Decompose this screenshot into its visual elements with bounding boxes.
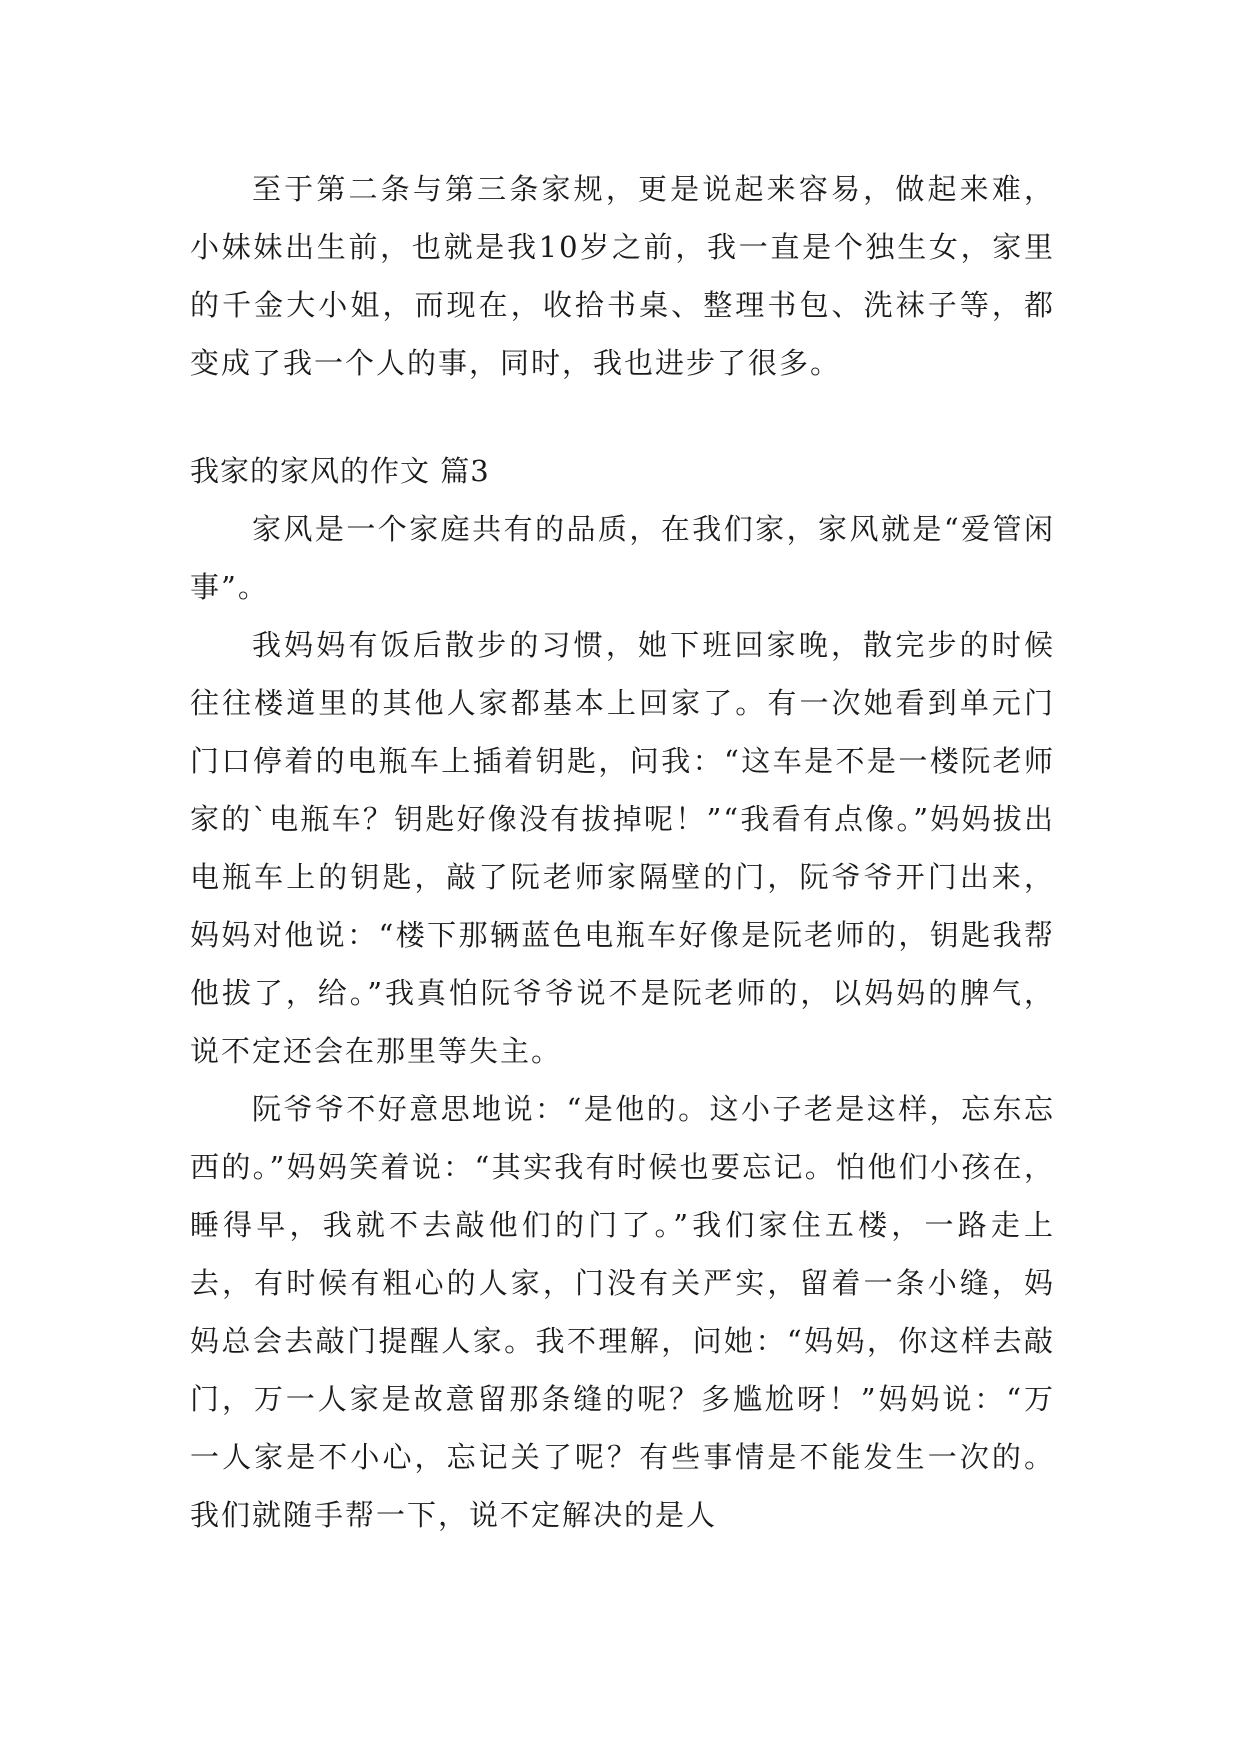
paragraph-family-style: 家风是一个家庭共有的品质，在我们家，家风就是“爱管闲事”。	[190, 512, 1055, 604]
section-title: 我家的家风的作文 篇3	[190, 454, 490, 488]
paragraph-grandpa-reply: 阮爷爷不好意思地说：“是他的。这小子老是这样，忘东忘西的。”妈妈笑着说：“其实我有时候也要忘记。怕他们小孩在，睡得早，我就不去敲他们的门了。”我们家住五楼，一路走上去，有时候有粗心的人家，门没有关严实，留着一条小缝，妈妈总会去敲门提醒人家。我不理解，问她：“妈妈，你这样去敲门，万一人家是故意留那条缝的呢？多尴尬呀！”妈妈说：“万一人家是不小心，忘记关了呢？有些事情是不能发生一次的。我们就随手帮一下，说不定解决的是人	[190, 1092, 1055, 1532]
paragraph-mom-key: 我妈妈有饭后散步的习惯，她下班回家晚，散完步的时候往往楼道里的其他人家都基本上回家了。有一次她看到单元门门口停着的电瓶车上插着钥匙，问我：“这车是不是一楼阮老师家的`电瓶车？钥匙好像没有拔掉呢！”“我看有点像。”妈妈拔出电瓶车上的钥匙，敲了阮老师家隔壁的门，阮爷爷开门出来，妈妈对他说：“楼下那辆蓝色电瓶车好像是阮老师的，钥匙我帮他拔了，给。”我真怕阮爷爷说不是阮老师的，以妈妈的脾气，说不定还会在那里等失主。	[190, 628, 1055, 1068]
document-page	[190, 160, 1055, 1544]
paragraph-family-rules: 至于第二条与第三条家规，更是说起来容易，做起来难，小妹妹出生前，也就是我10岁之前，我一直是个独生女，家里的千金大小姐，而现在，收拾书桌、整理书包、洗袜子等，都变成了我一个人的事，同时，我也进步了很多。	[190, 172, 1055, 380]
